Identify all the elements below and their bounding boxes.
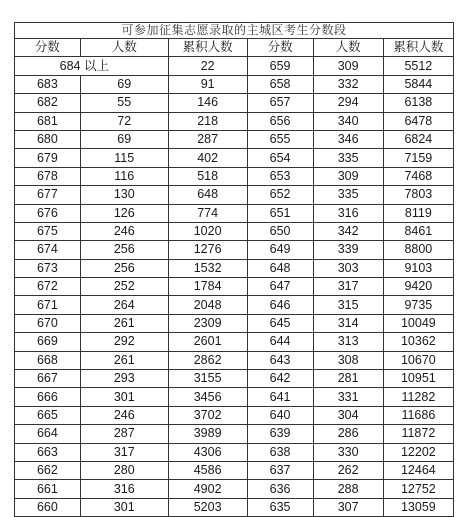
score-cell: 648 [247, 259, 313, 277]
table-row [15, 149, 454, 167]
cumulative-cell: 5203 [168, 498, 247, 516]
table-row [15, 480, 454, 498]
cumulative-cell: 2309 [168, 314, 247, 332]
cumulative-cell: 11872 [383, 425, 453, 443]
cumulative-cell: 4306 [168, 443, 247, 461]
count-cell: 308 [313, 351, 383, 369]
count-cell: 335 [313, 149, 383, 167]
cumulative-cell: 6478 [383, 112, 453, 130]
score-cell: 649 [247, 241, 313, 259]
count-cell: 287 [80, 425, 168, 443]
title-row [15, 23, 454, 39]
header-row [15, 39, 454, 57]
cumulative-cell: 146 [168, 94, 247, 112]
cumulative-cell: 7159 [383, 149, 453, 167]
cumulative-cell: 287 [168, 130, 247, 148]
count-cell: 69 [80, 130, 168, 148]
count-cell: 256 [80, 241, 168, 259]
count-cell: 246 [80, 222, 168, 240]
score-cell: 655 [247, 130, 313, 148]
count-cell: 313 [313, 333, 383, 351]
cumulative-cell: 13059 [383, 498, 453, 516]
count-cell: 316 [313, 204, 383, 222]
count-cell: 309 [313, 57, 383, 75]
table-row [15, 259, 454, 277]
cumulative-cell: 11686 [383, 406, 453, 424]
cumulative-cell: 4902 [168, 480, 247, 498]
table-body [15, 57, 454, 517]
table-row [15, 222, 454, 240]
count-cell: 130 [80, 186, 168, 204]
score-cell: 675 [15, 222, 81, 240]
cumulative-cell: 10049 [383, 314, 453, 332]
cumulative-cell: 218 [168, 112, 247, 130]
cumulative-cell: 12752 [383, 480, 453, 498]
score-cell: 652 [247, 186, 313, 204]
cumulative-cell: 9103 [383, 259, 453, 277]
score-cell: 636 [247, 480, 313, 498]
score-cell: 682 [15, 94, 81, 112]
table-row [15, 314, 454, 332]
table-row [15, 351, 454, 369]
score-distribution-table [14, 22, 454, 517]
table-row [15, 333, 454, 351]
score-cell: 637 [247, 461, 313, 479]
score-cell: 647 [247, 278, 313, 296]
cumulative-cell: 8461 [383, 222, 453, 240]
score-cell: 683 [15, 75, 81, 93]
score-cell: 671 [15, 296, 81, 314]
table-row [15, 112, 454, 130]
count-cell: 261 [80, 314, 168, 332]
table-row [15, 443, 454, 461]
header-count-right: 人数 [313, 39, 383, 57]
cumulative-cell: 2862 [168, 351, 247, 369]
score-cell: 645 [247, 314, 313, 332]
cumulative-cell: 11282 [383, 388, 453, 406]
count-cell: 126 [80, 204, 168, 222]
table-row [15, 75, 454, 93]
score-cell: 651 [247, 204, 313, 222]
cumulative-cell: 1020 [168, 222, 247, 240]
score-cell: 641 [247, 388, 313, 406]
cumulative-cell: 2048 [168, 296, 247, 314]
table-row [15, 498, 454, 516]
table-row [15, 167, 454, 185]
score-cell: 654 [247, 149, 313, 167]
count-cell: 317 [313, 278, 383, 296]
count-cell: 281 [313, 370, 383, 388]
count-cell: 317 [80, 443, 168, 461]
score-cell: 681 [15, 112, 81, 130]
count-cell: 335 [313, 186, 383, 204]
score-cell: 659 [247, 57, 313, 75]
cumulative-cell: 10362 [383, 333, 453, 351]
table-row [15, 241, 454, 259]
cumulative-cell: 518 [168, 167, 247, 185]
score-cell: 653 [247, 167, 313, 185]
cumulative-cell: 10670 [383, 351, 453, 369]
count-cell: 309 [313, 167, 383, 185]
count-cell: 286 [313, 425, 383, 443]
count-cell: 293 [80, 370, 168, 388]
table-row [15, 370, 454, 388]
score-cell: 658 [247, 75, 313, 93]
header-count-left: 人数 [80, 39, 168, 57]
table-title: 可参加征集志愿录取的主城区考生分数段 [15, 23, 454, 39]
cumulative-cell: 8800 [383, 241, 453, 259]
score-cell: 672 [15, 278, 81, 296]
cumulative-cell: 7803 [383, 186, 453, 204]
header-cumulative-left: 累积人数 [168, 39, 247, 57]
count-cell: 315 [313, 296, 383, 314]
cumulative-cell: 5512 [383, 57, 453, 75]
count-cell: 331 [313, 388, 383, 406]
score-cell: 666 [15, 388, 81, 406]
score-cell: 640 [247, 406, 313, 424]
cumulative-cell: 648 [168, 186, 247, 204]
score-cell: 670 [15, 314, 81, 332]
count-cell: 314 [313, 314, 383, 332]
header-score-right: 分数 [247, 39, 313, 57]
count-cell: 342 [313, 222, 383, 240]
cumulative-cell: 6824 [383, 130, 453, 148]
count-cell: 294 [313, 94, 383, 112]
score-cell: 663 [15, 443, 81, 461]
count-cell: 69 [80, 75, 168, 93]
score-cell: 660 [15, 498, 81, 516]
score-cell: 646 [247, 296, 313, 314]
cumulative-cell: 1784 [168, 278, 247, 296]
count-cell: 292 [80, 333, 168, 351]
score-cell: 643 [247, 351, 313, 369]
score-above-label: 684 以上 [15, 57, 169, 75]
table-row [15, 94, 454, 112]
cumulative-cell: 1532 [168, 259, 247, 277]
table-row [15, 204, 454, 222]
count-cell: 262 [313, 461, 383, 479]
cumulative-cell: 9735 [383, 296, 453, 314]
score-cell: 678 [15, 167, 81, 185]
cumulative-cell: 9420 [383, 278, 453, 296]
count-cell: 115 [80, 149, 168, 167]
count-cell: 256 [80, 259, 168, 277]
score-cell: 667 [15, 370, 81, 388]
cumulative-cell: 402 [168, 149, 247, 167]
cumulative-cell: 3702 [168, 406, 247, 424]
score-cell: 662 [15, 461, 81, 479]
cumulative-cell: 12202 [383, 443, 453, 461]
table-row [15, 425, 454, 443]
table-row [15, 388, 454, 406]
count-cell: 55 [80, 94, 168, 112]
cumulative-cell: 12464 [383, 461, 453, 479]
cumulative-cell: 10951 [383, 370, 453, 388]
cumulative-cell: 1276 [168, 241, 247, 259]
score-cell: 635 [247, 498, 313, 516]
cumulative-cell: 3989 [168, 425, 247, 443]
count-cell: 252 [80, 278, 168, 296]
score-cell: 668 [15, 351, 81, 369]
count-cell: 116 [80, 167, 168, 185]
table-row [15, 296, 454, 314]
count-cell: 339 [313, 241, 383, 259]
score-cell: 674 [15, 241, 81, 259]
cumulative-cell: 22 [168, 57, 247, 75]
cumulative-cell: 3155 [168, 370, 247, 388]
count-cell: 261 [80, 351, 168, 369]
score-cell: 644 [247, 333, 313, 351]
score-cell: 665 [15, 406, 81, 424]
cumulative-cell: 774 [168, 204, 247, 222]
score-cell: 638 [247, 443, 313, 461]
header-score-left: 分数 [15, 39, 81, 57]
count-cell: 307 [313, 498, 383, 516]
cumulative-cell: 2601 [168, 333, 247, 351]
table-row [15, 461, 454, 479]
count-cell: 303 [313, 259, 383, 277]
count-cell: 340 [313, 112, 383, 130]
count-cell: 264 [80, 296, 168, 314]
score-cell: 661 [15, 480, 81, 498]
cumulative-cell: 3456 [168, 388, 247, 406]
score-cell: 664 [15, 425, 81, 443]
score-cell: 650 [247, 222, 313, 240]
count-cell: 330 [313, 443, 383, 461]
cumulative-cell: 6138 [383, 94, 453, 112]
count-cell: 301 [80, 388, 168, 406]
table-row [15, 130, 454, 148]
count-cell: 72 [80, 112, 168, 130]
score-cell: 669 [15, 333, 81, 351]
score-cell: 673 [15, 259, 81, 277]
table-row [15, 186, 454, 204]
score-cell: 657 [247, 94, 313, 112]
score-cell: 679 [15, 149, 81, 167]
count-cell: 246 [80, 406, 168, 424]
table-row [15, 278, 454, 296]
count-cell: 280 [80, 461, 168, 479]
table-row [15, 406, 454, 424]
cumulative-cell: 8119 [383, 204, 453, 222]
score-cell: 676 [15, 204, 81, 222]
score-cell: 642 [247, 370, 313, 388]
score-cell: 680 [15, 130, 81, 148]
count-cell: 316 [80, 480, 168, 498]
score-cell: 639 [247, 425, 313, 443]
count-cell: 304 [313, 406, 383, 424]
score-cell: 677 [15, 186, 81, 204]
cumulative-cell: 91 [168, 75, 247, 93]
cumulative-cell: 5844 [383, 75, 453, 93]
table-row-top [15, 57, 454, 75]
cumulative-cell: 7468 [383, 167, 453, 185]
count-cell: 288 [313, 480, 383, 498]
count-cell: 332 [313, 75, 383, 93]
score-cell: 656 [247, 112, 313, 130]
count-cell: 346 [313, 130, 383, 148]
header-cumulative-right: 累积人数 [383, 39, 453, 57]
count-cell: 301 [80, 498, 168, 516]
cumulative-cell: 4586 [168, 461, 247, 479]
